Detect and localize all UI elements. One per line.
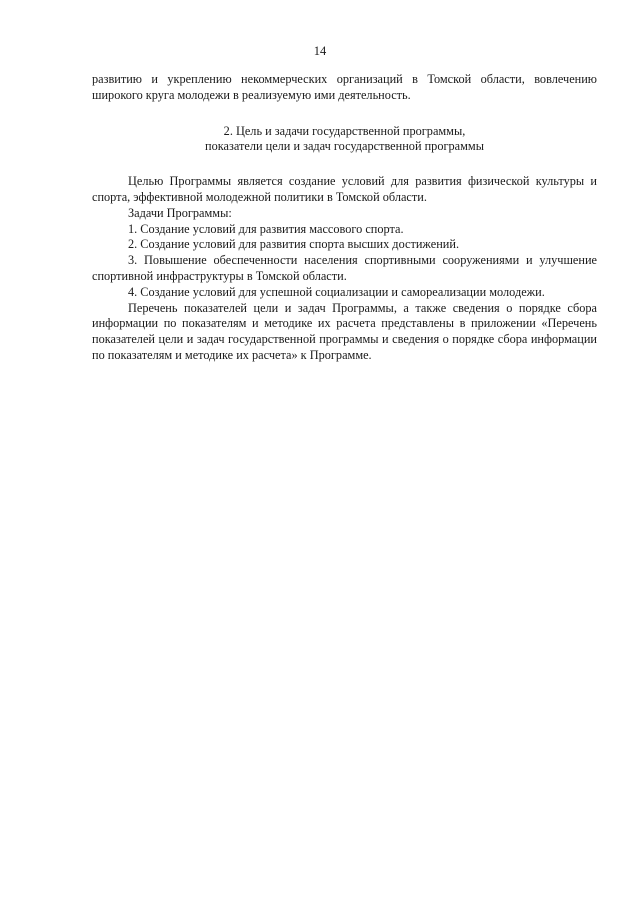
section-heading-line-1: 2. Цель и задачи государственной программы, [223, 123, 466, 138]
section-heading-line-2: показатели цели и задач государственной программы [205, 139, 484, 154]
document-body [92, 72, 597, 364]
indicators-paragraph: Перечень показателей цели и задач Программы, а также сведения о порядке сбора информации по показателям и методике их расчета представлены в приложении «Перечень показателей цели и задач государственной программы и сведения о порядке сбора информации по показателям и методике их расчета» к Программе. [92, 300, 597, 362]
section-heading [92, 124, 597, 156]
task-item-2: 2. Создание условий для развития спорта высших достижений. [128, 237, 460, 252]
task-item-3: 3. Повышение обеспеченности населения спортивными сооружениями и улучшение спортивной инфраструктуры в Томской области. [92, 253, 597, 283]
page-number: 14 [313, 44, 327, 58]
task-item-1: 1. Создание условий для развития массового спорта. [128, 221, 404, 236]
task-item-4: 4. Создание условий для успешной социализации и самореализации молодежи. [128, 284, 545, 299]
intro-paragraph: развитию и укреплению некоммерческих организаций в Томской области, вовлечению широкого круга молодежи в реализуемую ими деятельность. [92, 72, 597, 102]
goal-paragraph: Целью Программы является создание условий для развития физической культуры и спорта, эффективной молодежной политики в Томской области. [92, 174, 597, 204]
tasks-title: Задачи Программы: [128, 205, 232, 220]
